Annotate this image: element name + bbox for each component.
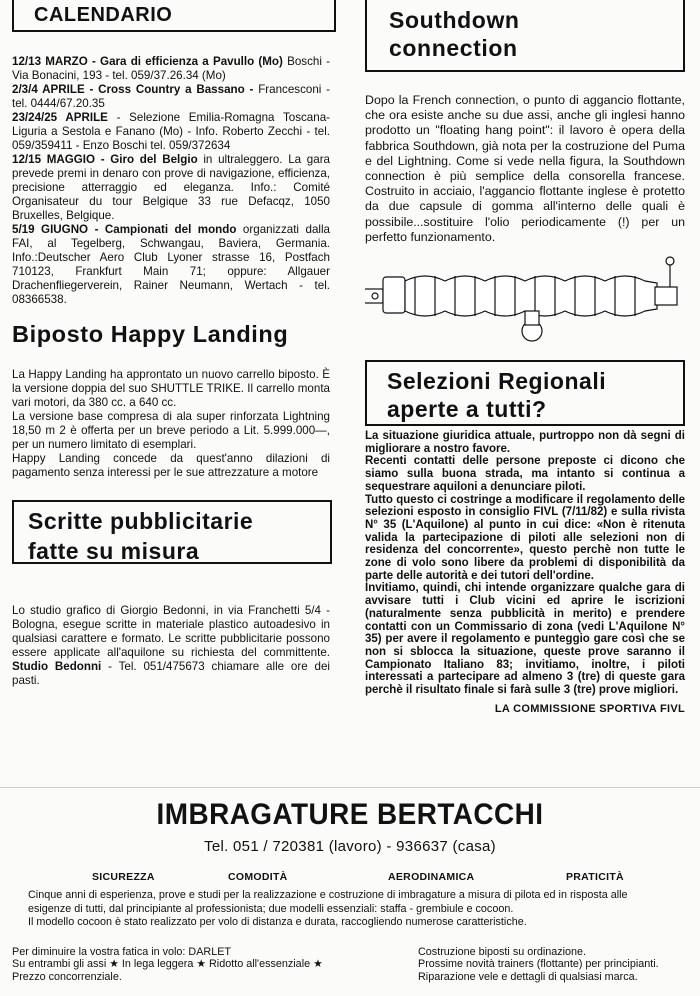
selezioni-title-line1: Selezioni Regionali: [387, 368, 607, 395]
selezioni-signature: LA COMMISSIONE SPORTIVA FIVL: [494, 702, 685, 715]
southdown-title-line2: connection: [389, 35, 518, 61]
hang-point-illustration: [365, 251, 685, 346]
ad-feature: COMODITÀ: [228, 871, 288, 883]
scritte-heading-box: [12, 500, 332, 564]
biposto-paragraph: La Happy Landing ha approntato un nuovo carrello biposto. È la versione doppia del suo SHUTTLE TRIKE. Il carrello monta vari motori, da 380 cc. a 640 cc.: [12, 368, 330, 409]
selezioni-paragraph: Invitiamo, quindi, chi intende organizzare qualche gara di avvisare tutti i Club vicini ed aprire le iscrizioni (naturalmente senza pubblicità in merito) e prendere contatti con un Commissario di zona (vedi L'Aquilone N° 35) per avere il regolamento e punteggio gare così che se non si sblocca la situazione, queste prove saranno il Campionato Italiano 83; invitiamo, inoltre, i piloti interessati a partecipare ad almeno 3 (tre) di queste gara perchè il risultato finale si farà sulle 3 (tre) prove migliori.: [365, 582, 685, 697]
ad-darlet-block: Per diminuire la vostra fatica in volo: DARLET Su entrambi gli assi ★ In lega leggera ★ Ridotto all'essenziale ★ Prezzo concorrenziale.: [12, 946, 323, 983]
left-column: [12, 0, 330, 688]
scritte-body: Lo studio grafico di Giorgio Bedonni, in via Franchetti 5/4 - Bologna, esegue scritte in materiale plastico autoadesivo in qualsiasi carattere e formato. Le scritte pubblicitarie possono essere applicate all'aquilone su richiesta del committente. Studio Bedonni - Tel. 051/475673 chiamare alle ore dei pasti.: [12, 604, 330, 687]
calendar-event: 12/13 MARZO - Gara di efficienza a Pavullo (Mo) Boschi - Via Bonacini, 193 - tel. 059/37.26.34 (Mo): [12, 55, 330, 82]
flange-left: [383, 277, 405, 313]
southdown-title-line1: Southdown: [389, 7, 520, 33]
ad-services-block: Costruzione biposti su ordinazione. Prossime novità trainers (flottante) per principianti. Riparazione vele e dettagli di qualsiasi marca.: [418, 946, 659, 983]
selezioni-paragraph: Recenti contatti delle persone preposte ci dicono che siamo sulla buona strada, ma intanto si continua a sequestrare aquiloni a denunciare piloti.: [365, 455, 685, 493]
ad-feature: PRATICITÀ: [566, 871, 624, 883]
calendar-event: 2/3/4 APRILE - Cross Country a Bassano - Francesconi - tel. 0444/67.20.35: [12, 83, 331, 110]
selezioni-title-line2: aperte a tutti?: [387, 396, 547, 423]
selezioni-paragraph: Tutto questo ci costringe a modificare il regolamento delle selezioni esposto in consiglio FIVL (7/11/82) e sulla rivista N° 35 (L'Aquilone) al punto in cui dice: «Non è ritenuta valida la partecipazione di piloti alle selezioni non di residenza del concorrente», questo perchè non tutte le zone di volo sono libere da problemi di disponibilità da parte delle autorità e dei tutori dell'ordine.: [365, 493, 685, 582]
ad-telephone: Tel. 051 / 720381 (lavoro) - 936637 (casa): [204, 838, 496, 855]
calendario-heading: CALENDARIO: [12, 0, 336, 32]
biposto-article: [12, 368, 330, 480]
rubber-bellows: [405, 276, 657, 316]
calendario-list: [12, 55, 330, 307]
calendar-event: 23/24/25 APRILE - Selezione Emilia-Romagna Toscana-Liguria a Sestola e Fanano (Mo) - Info. Roberto Zecchi - tel. 059/359411 - Enzo Boschi tel. 059/372634: [12, 111, 331, 152]
bolt-left: [372, 293, 378, 299]
southdown-body: Dopo la French connection, o punto di aggancio flottante, che ora esiste anche su due assi, anche gli inglesi hanno prodotto un "floating hang point": il lavoro è opera della fabbrica Southdown, già nota per la costruzione del Puma e del Lightning. Come si vede nella figura, la Southdown connection è più semplice della consorella francese. Costruito in acciaio, l'aggancio flottante inglese è protetto da due capsule di gomma all'interno delle quali è possibile...sostituire l'olio periodicamente (!) per un perfetto funzionamento.: [365, 93, 685, 244]
calendar-event: 12/15 MAGGIO - Giro del Belgio in ultraleggero. La gara prevede premi in denaro con prove di navigazione, efficienza, precisione atterraggio ed eleganza. Info.: Comité Organisateur du tour Belgique 33 rue Defacqz, 1050 Bruxelles, Belgique.: [12, 153, 330, 222]
biposto-paragraph: Happy Landing concede da quest'anno dilazioni di pagamento senza interessi per le sue attrezzature a motore: [12, 452, 330, 479]
biposto-title: Biposto Happy Landing: [12, 321, 289, 347]
bertacchi-advertisement: [0, 787, 700, 996]
ring-mount: [525, 311, 539, 325]
bolt-right: [666, 257, 674, 265]
ad-description: Cinque anni di esperienza, prove e studi per la realizzazione e costruzione di imbragature a misura di pilota ed in risposta alle esigenze di tutti, dal principiante al professionista; due modelli essenziali: staffa - grembiule e cocoon. Il modello cocoon è stato realizzato per volo di distanza e durata, raccogliendo numerose caratteristiche.: [28, 889, 628, 928]
selezioni-article: [365, 430, 685, 697]
calendar-event: 5/19 GIUGNO - Campionati del mondo organizzati dalla FAI, al Tegelberg, Schwangau, Baviera, Germania. Info.:Deutscher Aero Club Lyoner strasse 16, Postfach 710123, Frankfurt Main 71; oppure: Allgauer Drachenfliegerverein, Rainer Neumann, Wertach - tel. 08366538.: [12, 223, 330, 306]
ad-title: IMBRAGATURE BERTACCHI: [156, 798, 544, 831]
ad-feature: SICUREZZA: [92, 871, 155, 883]
scritte-title-line2: fatte su misura: [28, 538, 200, 564]
selezioni-paragraph: La situazione giuridica attuale, purtroppo non dà segni di migliorare a nostro favore.: [365, 430, 685, 455]
selezioni-heading-box: [365, 360, 685, 426]
flange-right: [655, 287, 677, 305]
southdown-heading-box: [365, 0, 685, 72]
ad-feature: AERODINAMICA: [388, 871, 475, 883]
right-column: [365, 0, 685, 715]
scritte-title-line1: Scritte pubblicitarie: [28, 508, 254, 534]
biposto-paragraph: La versione base compresa di ala super rinforzata Lightning 18,50 m 2 è offerta per un breve periodo a Lit. 5.999.000—, per un numero limitato di esemplari.: [12, 410, 330, 451]
